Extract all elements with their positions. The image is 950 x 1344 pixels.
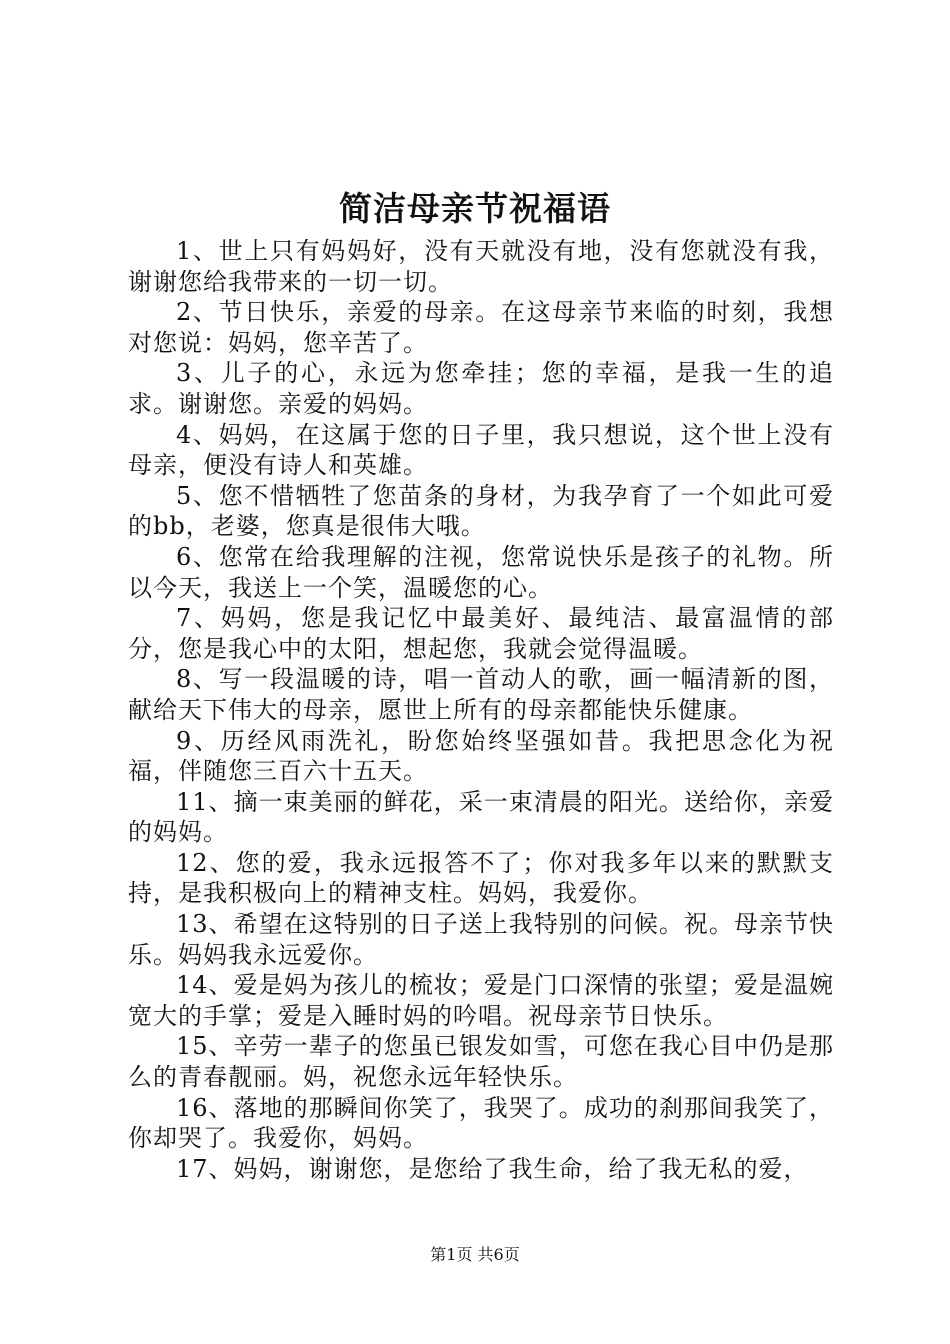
page-number-footer: 第1页 共6页 [430, 1245, 520, 1264]
paragraph: 1、世上只有妈妈好，没有天就没有地，没有您就没有我，谢谢您给我带来的一切一切。 [128, 237, 834, 296]
paragraph: 8、写一段温暖的诗，唱一首动人的歌，画一幅清新的图，献给天下伟大的母亲，愿世上所有的母亲都能快乐健康。 [128, 665, 834, 724]
paragraph: 6、您常在给我理解的注视，您常说快乐是孩子的礼物。所以今天，我送上一个笑，温暖您的心。 [128, 542, 834, 602]
paragraph: 12、您的爱，我永远报答不了；你对我多年以来的默默支持，是我积极向上的精神支柱。妈妈，我爱你。 [128, 848, 834, 908]
paragraph: 13、希望在这特别的日子送上我特别的问候。祝。母亲节快乐。妈妈我永远爱你。 [128, 910, 834, 969]
paragraph: 5、您不惜牺牲了您苗条的身材，为我孕育了一个如此可爱的bb，老婆，您真是很伟大哦。 [128, 481, 834, 541]
paragraph: 9、历经风雨洗礼，盼您始终坚强如昔。我把思念化为祝福，伴随您三百六十五天。 [128, 726, 834, 786]
paragraph: 4、妈妈，在这属于您的日子里，我只想说，这个世上没有母亲，便没有诗人和英雄。 [128, 420, 834, 480]
paragraph: 11、摘一束美丽的鲜花，采一束清晨的阳光。送给你，亲爱的妈妈。 [128, 787, 834, 847]
paragraph: 7、妈妈，您是我记忆中最美好、最纯洁、最富温情的部分，您是我心中的太阳，想起您，我就会觉得温暖。 [128, 604, 834, 663]
paragraph: 17、妈妈，谢谢您，是您给了我生命，给了我无私的爱， [176, 1154, 809, 1183]
paragraph: 14、爱是妈为孩儿的梳妆；爱是门口深情的张望；爱是温婉宽大的手掌；爱是入睡时妈的吟唱。祝母亲节日快乐。 [128, 971, 834, 1030]
document-body [128, 236, 834, 1184]
paragraph: 16、落地的那瞬间你笑了，我哭了。成功的刹那间我笑了，你却哭了。我爱你，妈妈。 [128, 1093, 834, 1153]
document-title: 简洁母亲节祝福语 [339, 189, 611, 228]
paragraph: 15、辛劳一辈子的您虽已银发如雪，可您在我心目中仍是那么的青春靓丽。妈，祝您永远年轻快乐。 [128, 1032, 834, 1092]
paragraph: 2、节日快乐，亲爱的母亲。在这母亲节来临的时刻，我想对您说：妈妈，您辛苦了。 [128, 298, 834, 357]
paragraph: 3、儿子的心，永远为您牵挂；您的幸福，是我一生的追求。谢谢您。亲爱的妈妈。 [128, 359, 834, 418]
